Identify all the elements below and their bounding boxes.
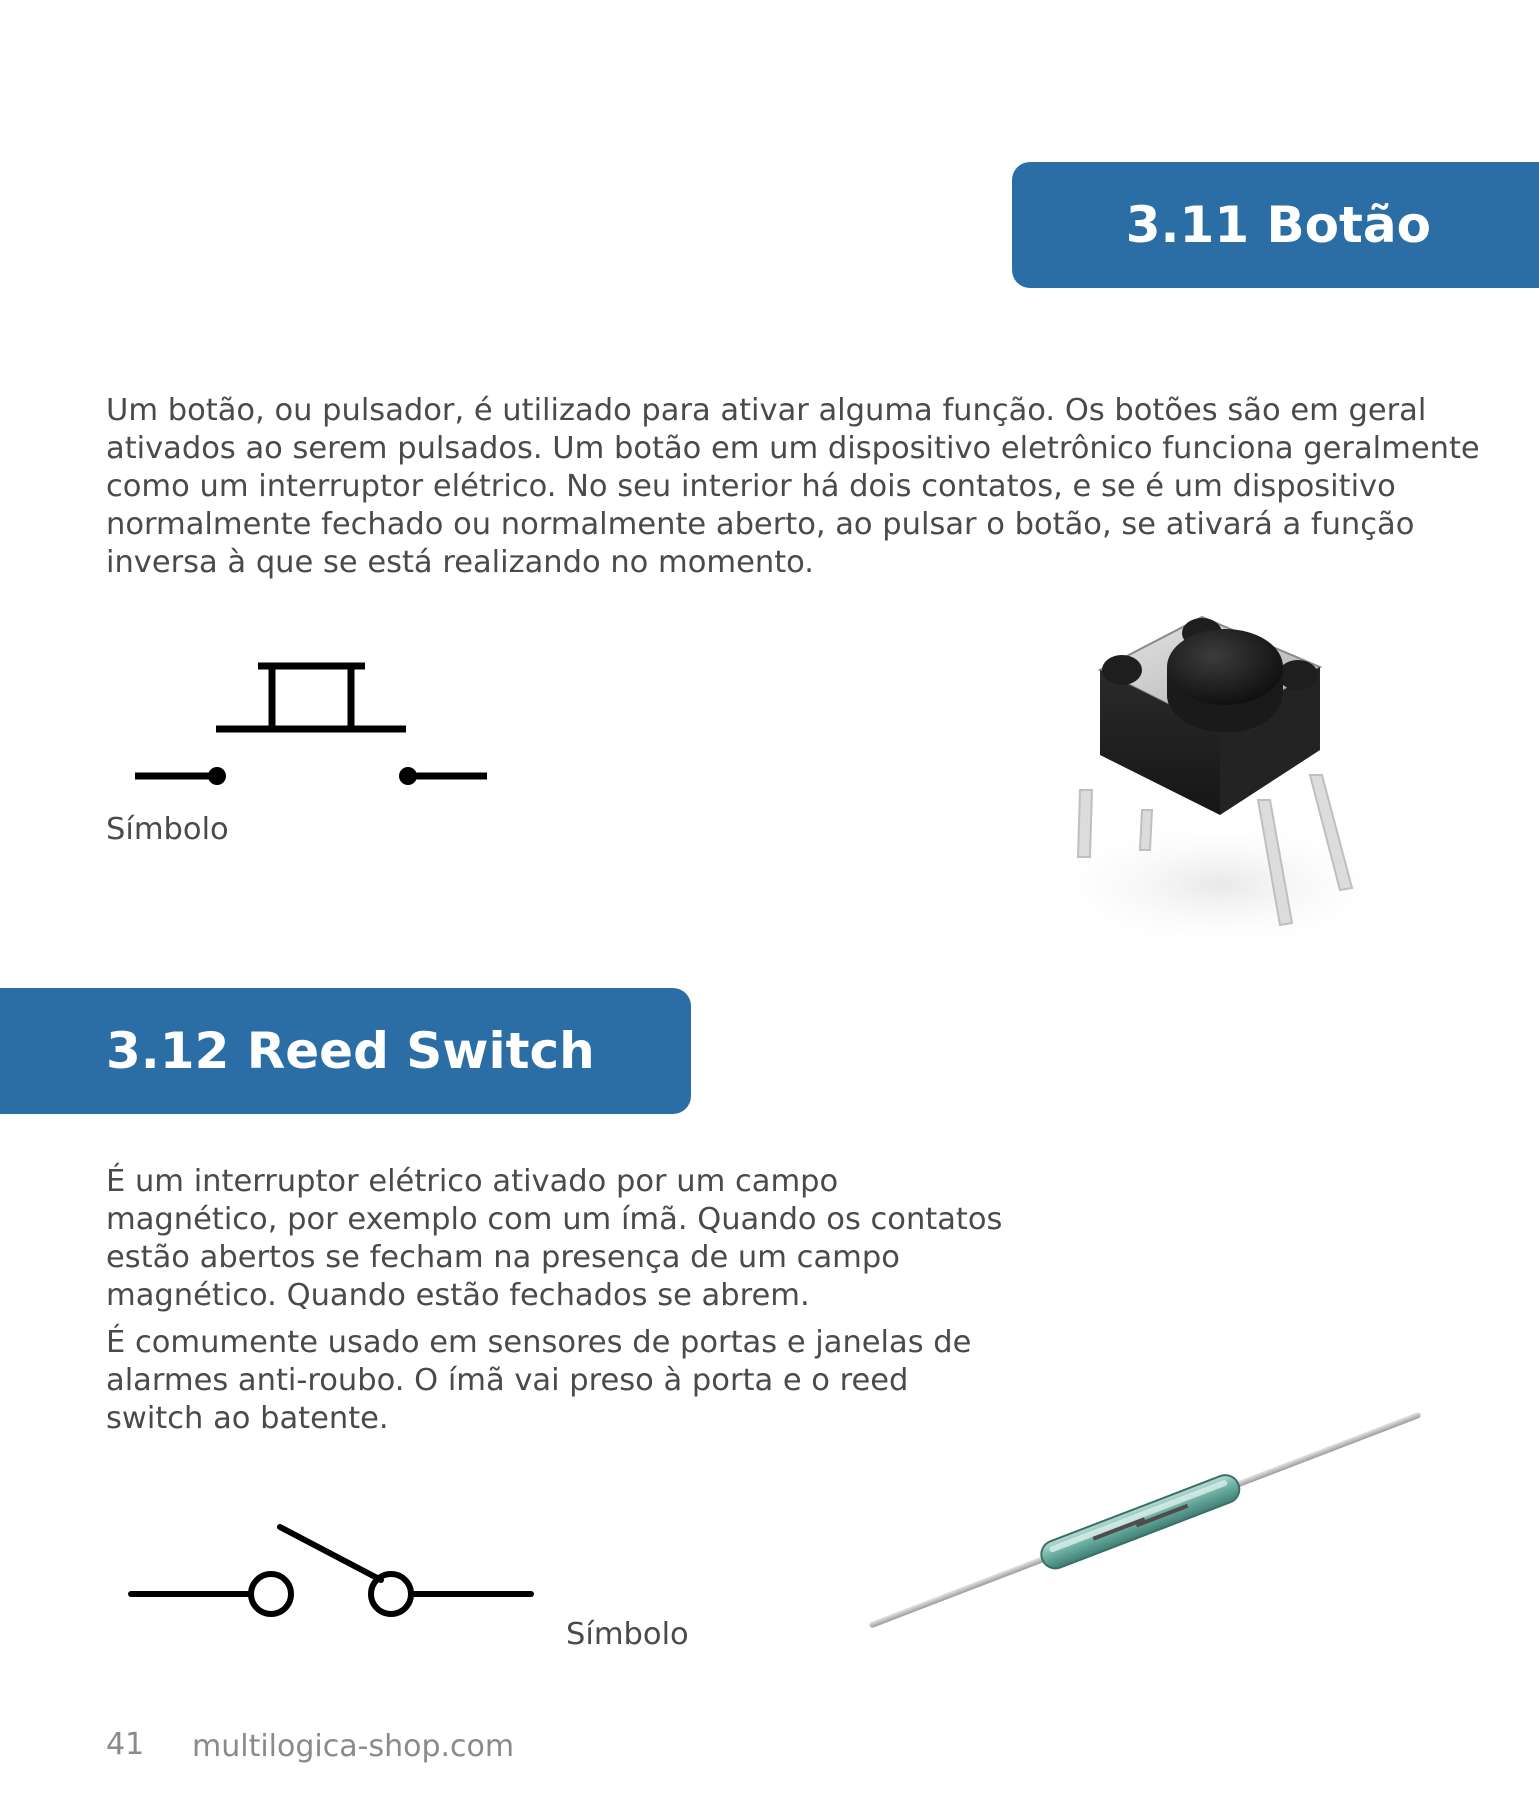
page-number: 41: [106, 1727, 145, 1762]
push-button-photo: [1030, 605, 1410, 975]
botao-symbol-caption: Símbolo: [106, 812, 229, 847]
reed-switch-description-2: É comumente usado em sensores de portas e janelas de alarmes anti-roubo. O ímã vai preso à porta e o reed switch ao batente.: [106, 1325, 972, 1436]
reed-switch-symbol: [125, 1515, 545, 1625]
reed-switch-description-1: É um interruptor elétrico ativado por um campo magnético, por exemplo com um ímã. Quando os contatos estão abertos se fecham na presença de um campo magnético. Quando estão fechados se abrem.: [106, 1164, 1003, 1313]
reed-switch-photo: [860, 1400, 1430, 1640]
reed-switch-symbol-caption: Símbolo: [566, 1617, 689, 1652]
section-heading-botao: [1012, 162, 1539, 288]
section-heading-reed-switch: [0, 988, 691, 1114]
push-button-symbol: [130, 655, 500, 795]
footer-site: multilogica-shop.com: [192, 1729, 515, 1764]
botao-description: Um botão, ou pulsador, é utilizado para ativar alguma função. Os botões são em geral ativados ao serem pulsados. Um botão em um dispositivo eletrônico funciona geralmente como um interruptor elétrico. No seu interior há dois contatos, e se é um dispositivo normalmente fechado ou normalmente aberto, ao pulsar o botão, se ativará a função inversa à que se está realizando no momento.: [106, 393, 1480, 580]
section-title: 3.12 Reed Switch: [106, 1022, 595, 1080]
section-title: 3.11 Botão: [1125, 196, 1431, 254]
